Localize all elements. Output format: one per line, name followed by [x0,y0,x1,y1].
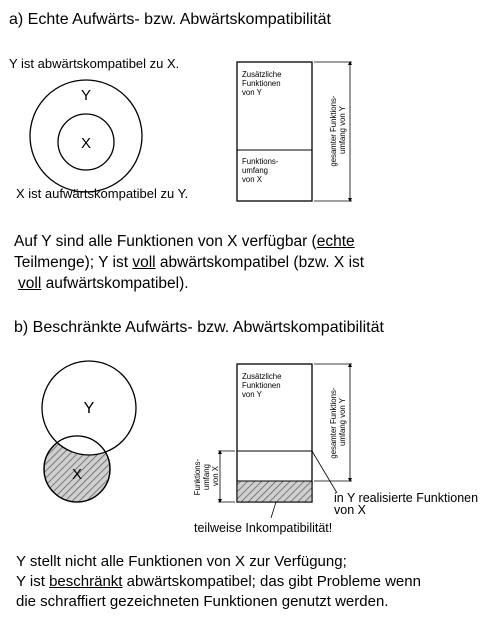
realized-label: in Y realisierte Funktionen von X [334,491,479,517]
incompatible-region [238,482,312,502]
circle-y-label: Y [80,87,92,104]
box-a-top-text: Zusätzliche Funktionen von Y [242,70,282,97]
circle-x-label: X [80,135,92,152]
section-a-line-3: voll aufwärtskompatibel). [18,275,189,292]
section-b-line-3: die schraffiert gezeichneten Funktionen genutzt werden. [16,593,389,610]
circle-x-b-label: X [71,466,83,483]
section-b-heading: b) Beschränkte Aufwärts- bzw. Abwärtskompatibilität [14,319,384,336]
box-a-bottom-text: Funktions- umfang von X [242,157,279,184]
section-a-heading: a) Echte Aufwärts- bzw. Abwärtskompatibilität [9,11,331,28]
section-b-line-1: Y stellt nicht alle Funktionen von X zur Verfügung; [16,553,347,570]
section-a-bottom-label: X ist aufwärtskompatibel zu Y. [16,186,189,201]
section-b-explanation [16,552,421,612]
section-a-explanation [14,231,364,294]
incompat-label: teilweise Inkompatibilität! [194,521,333,535]
circle-y-b-label: Y [83,400,95,417]
dim-a-label: gesamter Funktions- umfang von Y [329,95,347,167]
section-a-top-label: Y ist abwärtskompatibel zu X. [9,56,180,71]
section-a-line-2: Teilmenge); Y ist voll abwärtskompatibel (bzw. X ist [14,254,365,271]
incompat-leader [271,502,276,518]
box-b-top-text: Zusätzliche Funktionen von Y [242,372,282,399]
dim-b-left-label: Funktions- umfang von X [193,458,220,496]
section-a-line-1: Auf Y sind alle Funktionen von X verfügbar (echte [14,233,355,250]
section-b-line-2: Y ist beschränkt abwärtskompatibel; das gibt Probleme wenn [16,573,421,590]
dim-b-right-label: gesamter Funktions- umfang von Y [329,387,347,459]
